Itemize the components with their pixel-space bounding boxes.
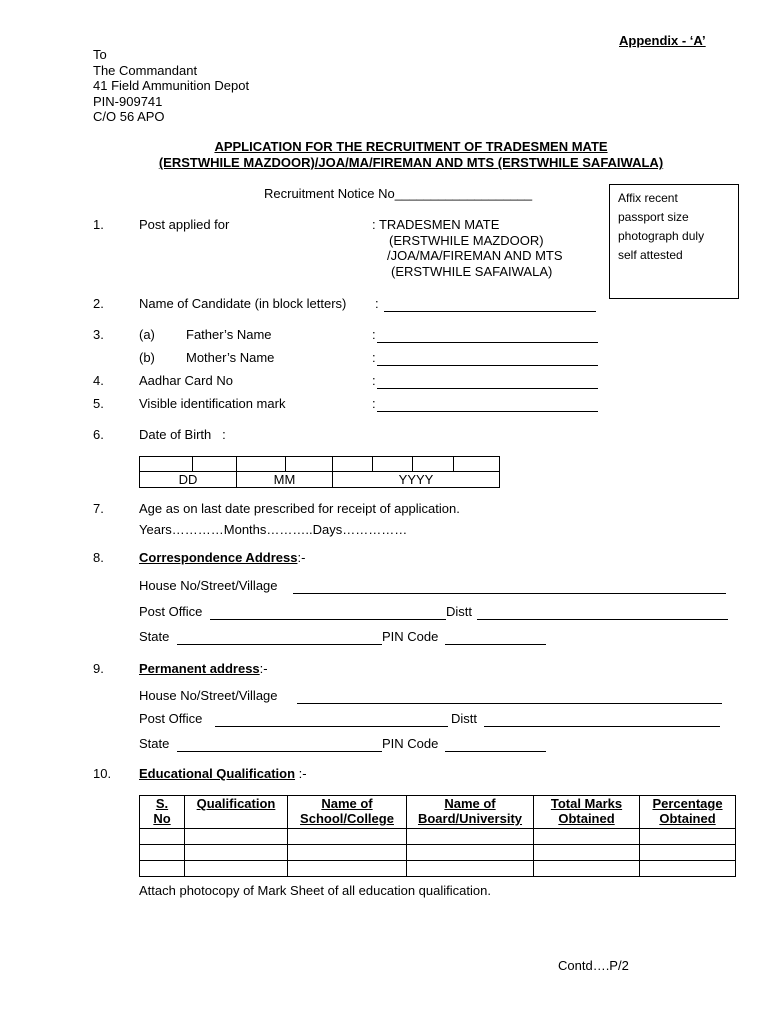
corr-post-office-field[interactable] xyxy=(210,604,446,620)
item-number: 9. xyxy=(93,661,104,676)
aadhar-field[interactable] xyxy=(377,373,598,389)
correspondence-address-heading xyxy=(139,550,305,565)
perm-post-office-label: Post Office xyxy=(139,711,203,726)
item-number: 1. xyxy=(93,217,104,232)
dob-cell[interactable] xyxy=(237,457,286,472)
sub-item-b: (b) xyxy=(139,350,155,365)
corr-state-field[interactable] xyxy=(177,629,382,645)
table-cell[interactable] xyxy=(140,861,185,877)
addressee-line: PIN-909741 xyxy=(93,93,163,109)
col-board: Name of Board/University xyxy=(407,796,534,829)
section-suffix: :- xyxy=(295,766,307,781)
appendix-label: Appendix - ‘A’ xyxy=(619,33,706,48)
item-number: 4. xyxy=(93,373,104,388)
colon: : xyxy=(375,296,379,311)
corr-pin-label: PIN Code xyxy=(382,629,439,644)
age-label: Age as on last date prescribed for receipt of application. xyxy=(139,501,460,516)
photo-box-line: self attested xyxy=(618,248,683,262)
perm-pin-field[interactable] xyxy=(445,736,546,752)
post-value-line: : TRADESMEN MATE xyxy=(372,217,500,232)
colon: : xyxy=(372,373,376,388)
dob-yyyy-label: YYYY xyxy=(333,472,500,488)
identification-mark-field[interactable] xyxy=(377,396,598,412)
col-total-marks: Total Marks Obtained xyxy=(534,796,640,829)
col-school: Name of School/College xyxy=(288,796,407,829)
dob-grid xyxy=(139,456,500,488)
colon: : xyxy=(372,327,376,342)
col-percentage: Percentage Obtained xyxy=(640,796,736,829)
form-heading-line2: (ERSTWHILE MAZDOOR)/JOA/MA/FIREMAN AND MTS (ERSTWHILE SAFAIWALA) xyxy=(158,155,664,170)
continued-label: Contd….P/2 xyxy=(558,958,629,973)
addressee-line: C/O 56 APO xyxy=(93,109,165,124)
father-name-label: Father’s Name xyxy=(186,327,272,342)
education-heading xyxy=(139,766,307,781)
table-row xyxy=(140,845,736,861)
section-suffix: :- xyxy=(297,550,306,565)
table-cell[interactable] xyxy=(288,845,407,861)
item-number: 8. xyxy=(93,550,104,565)
dob-cell[interactable] xyxy=(333,457,373,472)
section-title: Permanent address xyxy=(139,661,260,676)
addressee-block xyxy=(93,47,249,125)
table-cell[interactable] xyxy=(407,845,534,861)
table-cell[interactable] xyxy=(640,829,736,845)
table-row xyxy=(140,829,736,845)
post-applied-label: Post applied for xyxy=(139,217,230,232)
post-applied-value xyxy=(372,217,563,279)
post-value-line: /JOA/MA/FIREMAN AND MTS xyxy=(387,248,563,263)
post-value-line: (ERSTWHILE MAZDOOR) xyxy=(389,232,544,248)
item-number: 10. xyxy=(93,766,112,781)
table-cell[interactable] xyxy=(288,829,407,845)
recruitment-notice[interactable]: Recruitment Notice No___________________ xyxy=(264,186,533,201)
corr-pin-field[interactable] xyxy=(445,629,546,645)
item-number: 3. xyxy=(93,327,104,342)
corr-distt-field[interactable] xyxy=(477,604,728,620)
perm-state-label: State xyxy=(139,736,170,751)
identification-mark-label: Visible identification mark xyxy=(139,396,286,411)
education-table xyxy=(139,795,736,877)
table-cell[interactable] xyxy=(640,861,736,877)
addressee-line: The Commandant xyxy=(93,62,198,78)
corr-distt-label: Distt xyxy=(446,604,472,619)
corr-house-field[interactable] xyxy=(293,578,726,594)
form-heading-line1: APPLICATION FOR THE RECRUITMENT OF TRADESMEN MATE xyxy=(214,139,608,154)
perm-distt-label: Distt xyxy=(451,711,477,726)
perm-house-field[interactable] xyxy=(297,688,722,704)
section-suffix: :- xyxy=(259,661,268,676)
age-fields[interactable]: Years…………Months………..Days…………… xyxy=(139,522,408,537)
colon: : xyxy=(372,396,376,411)
table-cell[interactable] xyxy=(185,861,288,877)
aadhar-label: Aadhar Card No xyxy=(139,373,233,388)
table-cell[interactable] xyxy=(534,861,640,877)
section-title: Correspondence Address xyxy=(139,550,298,565)
addressee-line: 41 Field Ammunition Depot xyxy=(93,78,250,93)
candidate-name-label: Name of Candidate (in block letters) xyxy=(139,296,347,311)
table-cell[interactable] xyxy=(534,829,640,845)
candidate-name-field[interactable] xyxy=(384,296,596,312)
addressee-line: To xyxy=(93,47,107,62)
mother-name-field[interactable] xyxy=(377,350,598,366)
table-cell[interactable] xyxy=(407,829,534,845)
permanent-address-heading xyxy=(139,661,268,676)
perm-post-office-field[interactable] xyxy=(215,711,448,727)
sub-item-a: (a) xyxy=(139,327,155,342)
perm-house-label: House No/Street/Village xyxy=(139,688,278,703)
item-number: 5. xyxy=(93,396,104,411)
perm-distt-field[interactable] xyxy=(484,711,720,727)
section-title: Educational Qualification xyxy=(139,766,296,781)
photo-box[interactable] xyxy=(609,184,739,299)
table-cell[interactable] xyxy=(640,845,736,861)
father-name-field[interactable] xyxy=(377,327,598,343)
dob-cell[interactable] xyxy=(373,457,413,472)
col-sno: S. No xyxy=(140,796,185,829)
dob-cell[interactable] xyxy=(140,457,193,472)
post-value-line: (ERSTWHILE SAFAIWALA) xyxy=(391,263,553,279)
education-note: Attach photocopy of Mark Sheet of all education qualification. xyxy=(139,883,491,898)
corr-house-label: House No/Street/Village xyxy=(139,578,278,593)
table-cell[interactable] xyxy=(534,845,640,861)
mother-name-label: Mother’s Name xyxy=(186,350,275,365)
dob-dd-label: DD xyxy=(140,472,237,488)
item-number: 2. xyxy=(93,296,104,311)
corr-post-office-label: Post Office xyxy=(139,604,203,619)
photo-box-line: passport size xyxy=(618,210,689,224)
dob-label: Date of Birth : xyxy=(139,427,226,442)
education-table-header xyxy=(140,796,736,829)
table-cell[interactable] xyxy=(140,845,185,861)
dob-cell[interactable] xyxy=(454,457,500,472)
table-cell[interactable] xyxy=(140,829,185,845)
table-cell[interactable] xyxy=(185,845,288,861)
photo-box-line: Affix recent xyxy=(618,191,678,205)
corr-state-label: State xyxy=(139,629,170,644)
dob-cell[interactable] xyxy=(193,457,237,472)
perm-state-field[interactable] xyxy=(177,736,382,752)
col-qualification: Qualification xyxy=(185,796,288,829)
dob-cell[interactable] xyxy=(413,457,454,472)
table-cell[interactable] xyxy=(288,861,407,877)
table-row xyxy=(140,861,736,877)
dob-mm-label: MM xyxy=(237,472,333,488)
item-number: 6. xyxy=(93,427,104,442)
photo-box-line: photograph duly xyxy=(618,229,705,243)
table-cell[interactable] xyxy=(185,829,288,845)
perm-pin-label: PIN Code xyxy=(382,736,439,751)
colon: : xyxy=(372,350,376,365)
item-number: 7. xyxy=(93,501,104,516)
dob-cell[interactable] xyxy=(286,457,333,472)
table-cell[interactable] xyxy=(407,861,534,877)
